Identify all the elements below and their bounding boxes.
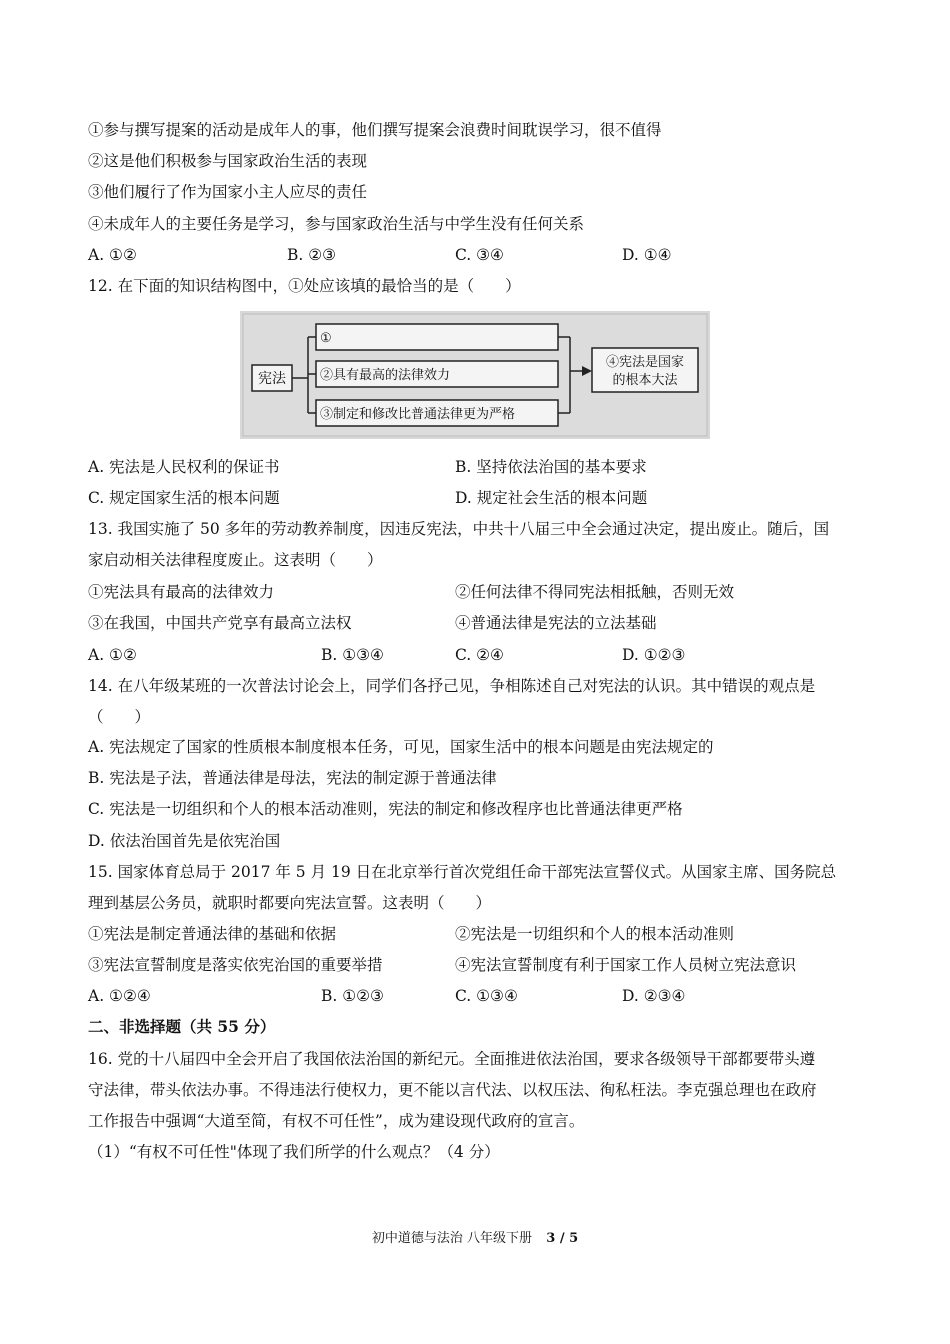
- q13-statement-4: ④普通法律是宪法的立法基础: [455, 614, 657, 632]
- q14-stem-line-1: 14. 在八年级某班的一次普法讨论会上，同学们各抒己见，争相陈述自己对宪法的认识。其中错误的观点是: [88, 677, 816, 695]
- q12-option-d: D. 规定社会生活的根本问题: [455, 489, 648, 507]
- q14-option-a: A. 宪法规定了国家的性质根本制度根本任务，可见，国家生活中的根本问题是由宪法规定的: [88, 738, 714, 756]
- diagram-box-3-label: ③制定和修改比普通法律更为严格: [320, 407, 516, 422]
- q16-paragraph-line-2: 守法律，带头依法办事。不得违法行使权力，更不能以言代法、以权压法、徇私枉法。李克强总理也在政府: [88, 1081, 817, 1099]
- page-number: 3 / 5: [546, 1231, 579, 1246]
- q14-option-d: D. 依法治国首先是依宪治国: [88, 832, 281, 850]
- q15-stem-line-2: 理到基层公务员，就职时都要向宪法宣誓。这表明（ ）: [88, 894, 492, 912]
- q11-option-d: D. ①④: [622, 246, 672, 264]
- diagram-left-label: 宪法: [258, 371, 286, 387]
- q15-option-a: A. ①②④: [88, 987, 151, 1005]
- q15-option-b: B. ①②③: [321, 987, 384, 1005]
- diagram-box-2-label: ②具有最高的法律效力: [320, 368, 451, 383]
- knowledge-structure-diagram: [240, 311, 710, 439]
- q11-statement-2: ②这是他们积极参与国家政治生活的表现: [88, 152, 368, 170]
- diagram-result-line-2: 的根本大法: [612, 373, 678, 388]
- q15-statement-3: ③宪法宣誓制度是落实依宪治国的重要举措: [88, 956, 383, 974]
- diagram-box-1: [316, 324, 558, 350]
- q13-stem-line-1: 13. 我国实施了 50 多年的劳动教养制度，因违反宪法，中共十八届三中全会通过决定，提出废止。随后，国: [88, 520, 830, 538]
- q15-option-d: D. ②③④: [622, 987, 686, 1005]
- q11-statement-1: ①参与撰写提案的活动是成年人的事，他们撰写提案会浪费时间耽误学习，很不值得: [88, 121, 662, 139]
- q13-statement-2: ②任何法律不得同宪法相抵触，否则无效: [455, 583, 735, 601]
- q15-statement-2: ②宪法是一切组织和个人的根本活动准则: [455, 925, 735, 943]
- q15-statement-1: ①宪法是制定普通法律的基础和依据: [88, 925, 337, 943]
- section-2-title: 二、非选择题（共 55 分）: [88, 1017, 276, 1036]
- q13-option-d: D. ①②③: [622, 646, 686, 664]
- diagram-box-1-label: ①: [320, 331, 332, 346]
- q15-statement-4: ④宪法宣誓制度有利于国家工作人员树立宪法意识: [455, 956, 797, 974]
- q13-statement-1: ①宪法具有最高的法律效力: [88, 583, 275, 601]
- q12-option-c: C. 规定国家生活的根本问题: [88, 489, 280, 507]
- q15-stem-line-1: 15. 国家体育总局于 2017 年 5 月 19 日在北京举行首次党组任命干部宪法宣誓仪式。从国家主席、国务院总: [88, 863, 837, 881]
- q13-option-a: A. ①②: [88, 646, 137, 664]
- q13-option-c: C. ②④: [455, 646, 504, 664]
- q13-option-b: B. ①③④: [321, 646, 384, 664]
- q16-paragraph-line-1: 16. 党的十八届四中全会开启了我国依法治国的新纪元。全面推进依法治国，要求各级领导干部都要带头遵: [88, 1050, 816, 1068]
- q12-option-a: A. 宪法是人民权利的保证书: [88, 458, 280, 476]
- page-footer: [0, 1230, 950, 1248]
- q13-stem-line-2: 家启动相关法律程度废止。这表明（ ）: [88, 551, 383, 569]
- diagram-result-line-1: ④宪法是国家: [605, 355, 685, 370]
- q16-sub-question-1: （1）“有权不可任性"体现了我们所学的什么观点？（4 分）: [88, 1143, 500, 1161]
- q14-stem-line-2: （ ）: [88, 708, 151, 726]
- q11-statement-4: ④未成年人的主要任务是学习，参与国家政治生活与中学生没有任何关系: [88, 215, 585, 233]
- q12-stem: 12. 在下面的知识结构图中，①处应该填的最恰当的是（ ）: [88, 277, 521, 295]
- q16-paragraph-line-3: 工作报告中强调“大道至简，有权不可任性”，成为建设现代政府的宣言。: [88, 1112, 585, 1130]
- q11-option-b: B. ②③: [287, 246, 337, 264]
- footer-text: 初中道德与法治 八年级下册: [371, 1231, 532, 1246]
- q14-option-c: C. 宪法是一切组织和个人的根本活动准则，宪法的制定和修改程序也比普通法律更严格: [88, 800, 683, 818]
- q13-statement-3: ③在我国，中国共产党享有最高立法权: [88, 614, 352, 632]
- q14-option-b: B. 宪法是子法，普通法律是母法，宪法的制定源于普通法律: [88, 769, 497, 787]
- q12-option-b: B. 坚持依法治国的基本要求: [455, 458, 647, 476]
- q11-option-c: C. ③④: [455, 246, 504, 264]
- q11-option-a: A. ①②: [88, 246, 137, 264]
- q11-statement-3: ③他们履行了作为国家小主人应尽的责任: [88, 183, 368, 201]
- q15-option-c: C. ①③④: [455, 987, 518, 1005]
